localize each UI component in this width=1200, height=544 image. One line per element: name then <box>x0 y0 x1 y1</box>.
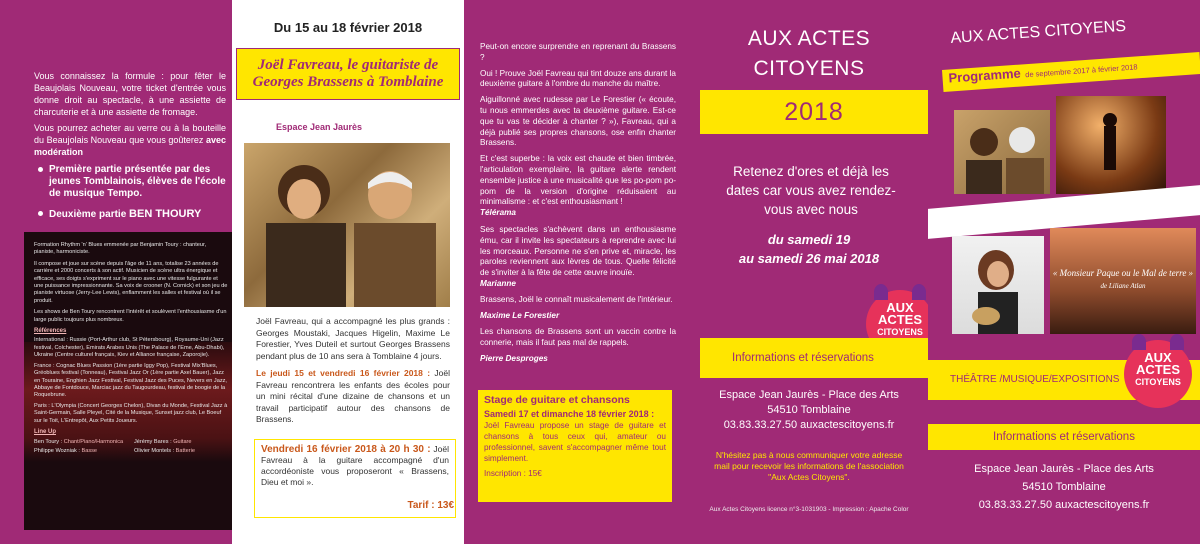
ben-toury-box <box>24 232 232 530</box>
favreau-brassens-photo <box>244 143 450 307</box>
programme-photo-stage <box>1056 96 1166 194</box>
logo-figure-icon <box>1132 334 1146 350</box>
reviews-text: Peut-on encore surprendre en reprenant du Brassens ? Oui ! Prouve Joël Favreau qui tint douze ans durant la deuxième guitare à l'ombre du manche du maître. Aiguillonné avec rudesse par Le Forestier (« écoute, tu nous emmerdes avec ta deuxième guitare. Est-ce que tu vas te décider à chanter ? »), Favreau, qui a déjà publié ses propres chansons, ose enfin chanter Brassens. Et c'est superbe : la voix est chaude et bien timbrée, l'articulation exemplaire, la guitare alerte rendent ensemble justice à une musicalité que les po-pom po-pom de la version d'origine réduisaient au minimalisme : et c'est enthousiasmant ! Télérama Ses spectacles s'achèvent dans un enthousiasme ému, car il invite les spectateurs à reprendre avec lui les morceaux. Personne ne s'en prive et, miracle, les paroles reviennent aux lèvres de tous. Quelle félicité de s'inviter à la fête de cette œuvre inouïe. Marianne Brassens, Joël le connaît musicalement de l'intérieur. Maxime Le Forestier Les chansons de Brassens sont un vaccin contre la connerie, mais il faut pas mal de rappels. Pierre Desproges <box>480 42 676 363</box>
panel-beaujolais <box>0 0 232 544</box>
ben-toury-text: Formation Rhythm 'n' Blues emmenée par Benjamin Toury : chanteur, pianiste, harmoniciste. Il compose et joue sur scène depuis l'âge de 11 ans, totalise 23 années de carrière et 2000 concerts à son actif. Musicien de scène ultra énergique et efficace, ses doigts s'expriment sur le piano avec une vitesse fulgurante et une puissance impressionnante. Sa voix de crooner (N. Cornick) et son jeu de pianiste virtuose (Jerry-Lee Lewis), enflamment les salles et festival où il se produit. Les shows de Ben Toury rencontrent l'intérêt et soulèvent l'enthousiasme d'un large public toujours plus nombreux. Références International : Russie (Port-Arthur club, St Pétersbourg), Royaume-Uni (Jazz festival, Colchester), Emirats Arabes Unis (The Palace de l'Eme, Abu-Dhabi), Ukraine (Centre culturel français, Kiev et Alliance française, Zaporojie). France : Cognac Blues Passion (1ère partie Iggy Pop), Festival Mix'Blues, Gréoblues festival (Tonneau), Festival Jazz Or (1ère partie Axel Bauer), Jazz en Touraine, Enghien Jazz Festival, Festival Jazz des Puces, Nevers en Jazz, Abbaye de Fontdouce, Marciac jazz du Taugourdeau, festival de boogie de la Roquebrune. Paris : L'Olympia (Concert Georges Chelon), Divan du Monde, Festival Jazz à Saint-Germain, Salle Pleyel, Cité de la Musique, Sunset jazz club, Le Boeuf sur le Toit, L'Entrepôt, Aux Petits Joueurs. Line Up Ben Toury : Chant/Piano/Harmonica Jérémy Bares : Guitare Philippe Wozniak : Basse Olivier Montels : Batterie <box>34 242 228 454</box>
logo-badge-programme: AUX ACTES CITOYENS <box>1124 340 1192 408</box>
panel-programme <box>928 0 1200 544</box>
source-telerama: Télérama <box>480 208 516 218</box>
lineup-heading: Line Up <box>34 428 56 435</box>
lineup-item: Ben Toury : Chant/Piano/Harmonica <box>34 439 124 446</box>
logo-figure-icon <box>874 284 888 300</box>
panel-reviews <box>464 0 690 544</box>
tarif-label: Tarif : 13€ <box>407 500 454 511</box>
stage-box <box>478 390 672 502</box>
source-desproges: Pierre Desproges <box>480 353 548 363</box>
genre-banner: THÉÂTRE /MUSIQUE/EXPOSITIONS <box>928 360 1200 400</box>
programme-photo-singer <box>952 236 1044 334</box>
year-banner: 2018 <box>700 90 928 134</box>
lineup-list <box>34 439 228 455</box>
address-block: Espace Jean Jaurès - Place des Arts 54510 Tomblaine 03.83.33.27.50 auxactescitoyens.fr <box>719 389 899 431</box>
festival-dates: du samedi 19 au samedi 26 mai 2018 <box>738 232 880 266</box>
programme-photo-theatre: « Monsieur Paque ou le Mal de terre » de Liliane Atlan <box>1050 228 1196 334</box>
source-le-forestier: Maxime Le Forestier <box>480 310 560 320</box>
info-banner: Informations et réservations <box>700 338 928 378</box>
programme-photo-favreau <box>954 110 1050 194</box>
lineup-item: Olivier Montels : Batterie <box>134 447 195 454</box>
stage-title: Stage de guitare et chansons <box>484 394 630 406</box>
stage-price: Inscription : 15€ <box>484 469 542 478</box>
bullet-dot-icon <box>38 167 43 172</box>
logo-figure-icon <box>1170 334 1184 350</box>
references-heading: Références <box>34 328 67 335</box>
concert-title: Joël Favreau, le guitariste de Georges Brassens à Tomblaine <box>252 57 444 90</box>
retenez-text: Retenez d'ores et déjà les dates car vous avez rendez-vous avec nous <box>726 164 896 217</box>
newsletter-note: N'hésitez pas à nous communiquer votre adresse mail pour recevoir les informations de l'association "Aux Actes Citoyens". <box>714 450 904 482</box>
title-banner <box>236 48 460 100</box>
concert-box: Vendredi 16 février 2018 à 20 h 30 : Joël Favreau à la guitare accompagné d'un accordéoniste vous proposeront « Brassens, Dieu et moi ». <box>254 439 456 518</box>
source-marianne: Marianne <box>480 278 516 288</box>
lineup-item: Jérémy Bares : Guitare <box>134 439 192 446</box>
bullet-first-part: Première partie présentée par des jeunes Tomblainois, élèves de l'école de musique Tempo. <box>38 164 226 200</box>
lineup-item: Philippe Wozniak : Basse <box>34 447 98 454</box>
intro-paragraph-2: Vous pourrez acheter au verre ou à la bouteille du Beaujolais Nouveau que vous goûterez avec modération <box>34 123 226 157</box>
stage-text: Joël Favreau propose un stage de guitare et chansons à tous ceux qui, amateur ou professionnel, savent s'accompagner même tout simplement. <box>484 421 666 463</box>
intro-paragraph: Vous connaissez la formule : pour fêter le Beaujolais Nouveau, votre ticket d'entrée vous donne droit au spectacle, à une assiette de charcuterie et à une assiette de fromage. <box>34 71 226 117</box>
licence-line: Aux Actes Citoyens licence n°3-1031903 - Impression : Apache Color <box>709 506 909 513</box>
stage-dates: Samedi 17 et dimanche 18 février 2018 : <box>484 409 655 419</box>
bullet-dot-icon <box>38 211 43 216</box>
photo-illustration <box>244 143 450 307</box>
venue-label: Espace Jean Jaurès <box>276 122 363 132</box>
address-block-programme: Espace Jean Jaurès - Place des Arts 54510 Tomblaine 03.83.33.27.50 auxactescitoyens.fr <box>974 463 1154 511</box>
programme-banner: Programme de septembre 2017 à février 2018 <box>942 52 1200 92</box>
panel-cover <box>690 0 928 544</box>
logo-figure-icon <box>912 284 926 300</box>
beaujolais-text <box>34 70 226 229</box>
favreau-body: Joël Favreau, qui a accompagné les plus grands : Georges Moustaki, Jacques Higelin, Maxime Le Forestier, Yves Duteil et surtout Georges Brassens pendant plus de 10 ans sera à Tomblaine 4 jours. Le jeudi 15 et vendredi 16 février 2018 : Joël Favreau rencontrera les enfants des écoles pour un mini récital d'une dizaine de chansons et un travail participatif autour des chansons de Brassens. <box>256 316 450 424</box>
logo-badge: AUX ACTES CITOYENS <box>866 290 928 358</box>
cover-title: AUX ACTES CITOYENS <box>747 27 871 80</box>
programme-title: AUX ACTES CITOYENS <box>950 17 1127 47</box>
bullet-second-part: Deuxième partie BEN THOURY <box>38 208 226 221</box>
panel-joel-favreau <box>232 0 464 544</box>
info-banner-programme: Informations et réservations <box>928 424 1200 450</box>
date-header: Du 15 au 18 février 2018 <box>273 20 423 35</box>
